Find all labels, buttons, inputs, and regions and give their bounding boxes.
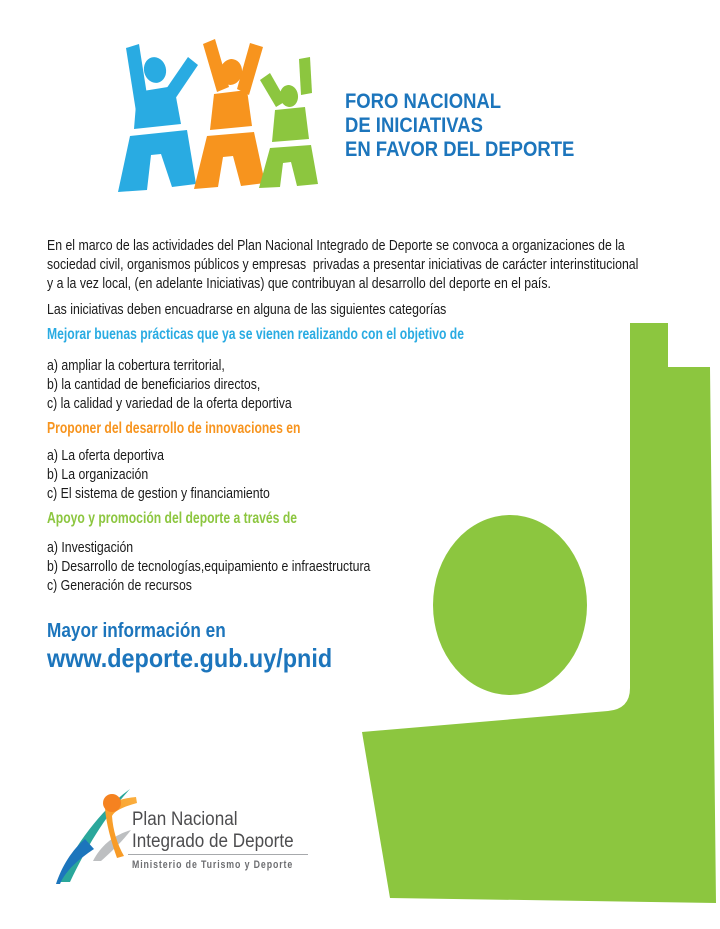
section-heading: Proponer del desarrollo de innovaciones en xyxy=(47,420,301,437)
list-item: b) la cantidad de beneficiarios directos, xyxy=(47,376,261,393)
pnid-logo-mark xyxy=(56,789,137,884)
title-line: FORO NACIONAL xyxy=(345,90,502,113)
blue-swoosh-icon xyxy=(56,839,94,884)
title-line: DE INICIATIVAS xyxy=(345,114,483,137)
section-heading: Apoyo y promoción del deporte a través de xyxy=(47,510,298,527)
text-line: sociedad civil, organismos públicos y empresas privadas a presentar iniciativas de carácter interinstitucional xyxy=(47,256,639,273)
figure-orange-icon xyxy=(194,39,265,189)
categories-line: Las iniciativas deben encuadrarse en alguna de las siguientes categorías xyxy=(47,301,447,318)
org-name-line: Plan Nacional xyxy=(132,809,238,830)
more-info-label: Mayor información en xyxy=(47,620,226,642)
list-item: c) la calidad y variedad de la oferta deportiva xyxy=(47,395,292,412)
text-line: y a la vez local, (en adelante Iniciativas) que contribuyan al desarrollo del deporte en el país. xyxy=(47,275,551,292)
jumping-figures-logo xyxy=(118,39,318,192)
figure-blue-icon xyxy=(118,44,198,192)
list-item: a) ampliar la cobertura territorial, xyxy=(47,357,225,374)
text-line: En el marco de las actividades del Plan Nacional Integrado de Deporte se convoca a organizaciones de la xyxy=(47,237,625,254)
footer-divider xyxy=(128,854,308,855)
figure-green-icon xyxy=(259,57,318,188)
green-person-graphic xyxy=(362,323,716,903)
list-item: a) Investigación xyxy=(47,539,134,556)
list-item: b) Desarrollo de tecnologías,equipamiento e infraestructura xyxy=(47,558,371,575)
orange-head-icon xyxy=(103,794,121,812)
title-line: EN FAVOR DEL DEPORTE xyxy=(345,138,575,161)
list-item: b) La organización xyxy=(47,466,149,483)
org-name-line: Integrado de Deporte xyxy=(132,831,294,852)
ministry-label: Ministerio de Turismo y Deporte xyxy=(132,859,294,871)
list-item: a) La oferta deportiva xyxy=(47,447,164,464)
list-item: c) Generación de recursos xyxy=(47,577,192,594)
website-url[interactable]: www.deporte.gub.uy/pnid xyxy=(47,643,333,673)
list-item: c) El sistema de gestion y financiamiento xyxy=(47,485,270,502)
section-heading: Mejorar buenas prácticas que ya se vienen realizando con el objetivo de xyxy=(47,326,464,343)
